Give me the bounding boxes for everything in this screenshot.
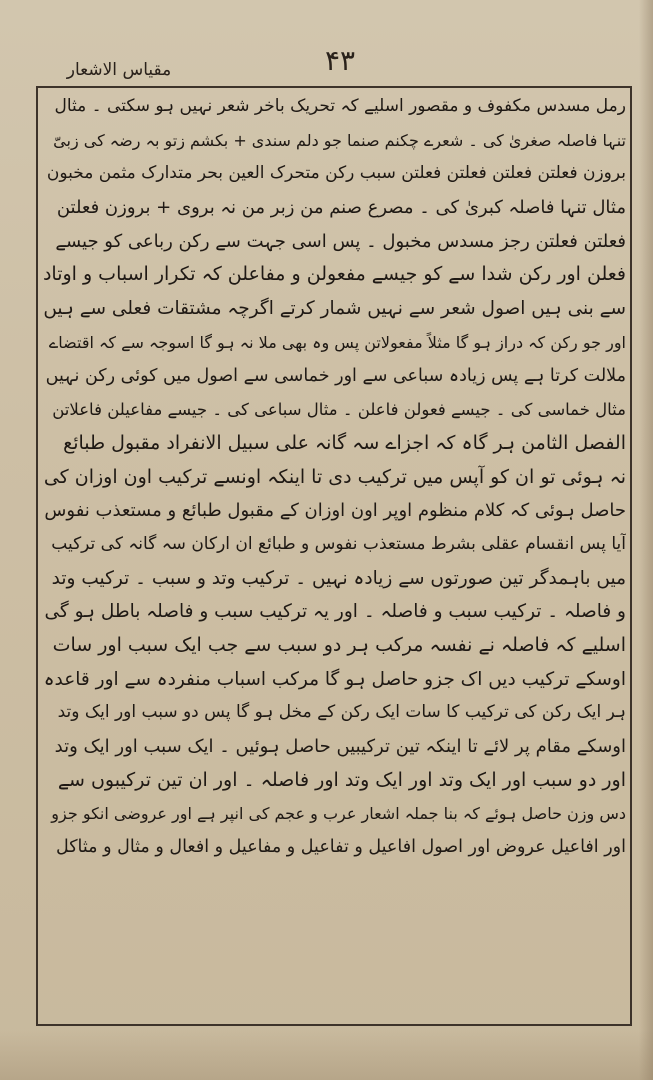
body-text [42,90,626,1022]
text-line: بروزن فعلتن فعلتن فعلتن فعلتن سبب رکن متحرک العین بحر متدارک مثمن مخبون [46,163,626,184]
page-number: ۴۳ [324,44,356,77]
text-line: تنہا فاصلہ صغریٰ کی ۔ شعرے چکنم صنما جو دلم سندی + بکشم زتو بہ رضہ کی زبیّ [53,130,626,150]
page-edge-shadow [639,0,653,1080]
text-line: الفصل الثامن ہر گاہ کہ اجزاے سہ گانہ علی سبیل الانفراد مقبول طبائع [63,431,626,454]
text-line: اسلیے کہ فاصلہ نے نفسہ مرکب ہر دو سبب سے جب ایک سبب اور سات [52,634,626,656]
text-line: حاصل ہوئی کہ کلام منظوم اوپر اون اوزان کے مقبول طبائع و مستعذب نفوس [44,500,626,522]
text-line: فعلن اور رکن شدا سے کو جیسے مفعولن و مفاعلن کہ تکرار اسباب و اوتاد [42,263,626,286]
bottom-shadow [0,1030,653,1080]
text-line: نہ ہوئی تو ان کو آپس میں ترکیب دی تا اینکہ اونسے ترکیب اون اوزان کی [43,465,626,488]
text-line: ہر ایک رکن کی ترکیب کا سات ایک رکن کے مخل ہو گا پس دو سبب اور ایک وتد [57,702,626,723]
text-line: فعلتن فعلتن رجز مسدس مخبول ۔ پس اسی جہت سے رکن رباعی کو جیسے [55,230,626,252]
text-line: اوسکے ترکیب دیں اک جزو حاصل ہو گا مرکب اسباب منفردہ سے اور قاعدہ [43,668,626,690]
text-line: اوسکے مقام پر لائے تا اینکہ تین ترکیبیں حاصل ہوئیں ۔ ایک سبب اور ایک وتد [54,736,626,758]
text-line: میں باہمدگر تین صورتوں سے زیادہ نہیں ۔ ترکیب وتد و سبب ۔ ترکیب وتد [51,567,626,589]
text-line: اور دو سبب اور ایک وتد اور ایک وتد اور فاصلہ ۔ اور ان تین ترکیبوں سے [57,768,626,791]
text-line: اور افاعیل عروض اور اصول افاعیل و تفاعیل و مفاعیل و افعال و مثال و مثاکل [55,837,626,858]
text-line: سے بنی ہیں اصول شعر سے نہیں شمار کرتے اگرچہ مشتقات فعلی سے ہیں [43,298,626,320]
text-line: مثال خماسی کی ۔ جیسے فعولن فاعلن ۔ مثال سباعی کی ۔ جیسے مفاعیلن فاعلاتن [52,400,626,420]
text-line: و فاصلہ ۔ ترکیب سبب و فاصلہ ۔ اور یہ ترکیب سبب و فاصلہ باطل ہو گی [44,601,626,623]
text-line: دس وزن حاصل ہوئے کہ بنا جملہ اشعار عرب و عجم کی انپر ہے اور عروضی انکو جزو [51,804,626,824]
text-line: مثال تنہا فاصلہ کبریٰ کی ۔ مصرع صنم من زبر من نہ بروی + بروزن فعلتن [56,197,626,219]
text-line: اور جو رکن کہ دراز ہو گا مثلاً مفعولاتن پس وہ بھی ملا نہ ہو گا اسوجہ سے کہ اقتضاے [48,332,626,352]
text-line: آیا پس انقسام عقلی بشرط مستعذب نفوس و طبائع ان ارکان سہ گانہ کی ترکیب [51,533,626,554]
text-line: رمل مسدس مکفوف و مقصور اسلیے کہ تحریک باخر شعر نہیں ہو سکتی ۔ مثال [54,96,626,116]
running-header: مقیاس الاشعار [66,60,172,80]
text-line: ملالت کرتا ہے پس زیادہ سباعی سے اور خماسی سے اصول میں کوئی رکن نہیں [45,365,626,386]
